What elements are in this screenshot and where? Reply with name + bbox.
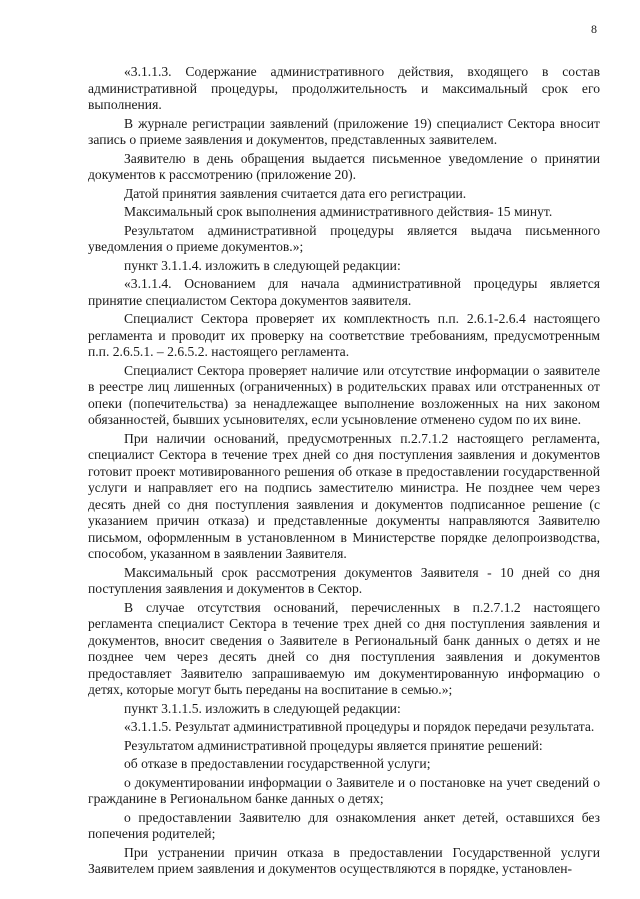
document-body (88, 64, 600, 880)
paragraph: При устранении причин отказа в предоставлении Государственной услуги Заявителем прием заявления и документов осуществляются в порядке, установлен- (88, 844, 600, 876)
paragraph: Специалист Сектора проверяет наличие или отсутствие информации о заявителе в реестре лиц лишенных (ограниченных) в родительских правах или отстраненных от опеки (попечительства) за ненадлежащее выполнение возложенных на них законом обязанностей, бывших усыновителях, если усыновление отменено судом по их вине. (88, 362, 600, 427)
paragraph: При наличии оснований, предусмотренных п.2.7.1.2 настоящего регламента, специалист Сектора в течение трех дней со дня поступления заявления и документов готовит проект мотивированного решения об отказе в предоставлении государственной услуги и направляет его на подпись заместителю министра. Не позднее чем через десять дней со дня поступления заявления и документов подписанное решение (с указанием причин отказа) и представленные документы направляются Заявителю письмом, оформленным в установленном в Министерстве порядке делопроизводства, способом, указанном в заявлении Заявителя. (88, 430, 600, 561)
paragraph: пункт 3.1.1.5. изложить в следующей редакции: (124, 700, 401, 716)
paragraph: пункт 3.1.1.4. изложить в следующей редакции: (124, 257, 401, 273)
paragraph: Результатом административной процедуры является принятие решений: (124, 737, 543, 753)
paragraph: Максимальный срок выполнения административного действия- 15 минут. (124, 204, 553, 219)
paragraph: Результатом административной процедуры является выдача письменного уведомления о приеме документов.»; (88, 222, 600, 254)
paragraph: Специалист Сектора проверяет их комплектность п.п. 2.6.1-2.6.4 настоящего регламента и проводит их проверку на соответствие требованиям, предусмотренным п.п. 2.6.5.1. – 2.6.5.2. настоящего регламента. (88, 311, 600, 359)
paragraph: о предоставлении Заявителю для ознакомления анкет детей, оставшихся без попечения родителей; (88, 809, 600, 841)
paragraph: В журнале регистрации заявлений (приложение 19) специалист Сектора вносит запись о приеме заявления и документов, представленных заявителем. (88, 115, 600, 147)
paragraph: Максимальный срок рассмотрения документов Заявителя - 10 дней со дня поступления заявления и документов в Сектор. (88, 564, 600, 596)
paragraph: Заявителю в день обращения выдается письменное уведомление о принятии документов к рассмотрению (приложение 20). (88, 150, 600, 182)
paragraph: об отказе в предоставлении государственной услуги; (124, 756, 431, 771)
paragraph: В случае отсутствия оснований, перечисленных в п.2.7.1.2 настоящего регламента специалист Сектора в течение трех дней со дня поступления заявления и документов, вносит сведения о Заявителе в Региональный банк данных о детях и не позднее чем через десять дней со дня поступления заявления и документов предоставляет Заявителю запрашиваемую им документированную информацию о детях, которые могут быть переданы на воспитание в семью.»; (88, 599, 600, 697)
paragraph: «3.1.1.3. Содержание административного действия, входящего в состав административной процедуры, продолжительность и максимальный срок его выполнения. (88, 64, 600, 112)
page-number: 8 (591, 22, 597, 36)
paragraph: Датой принятия заявления считается дата его регистрации. (124, 185, 467, 201)
paragraph: о документировании информации о Заявителе и о постановке на учет сведений о гражданине в Региональном банке данных о детях; (88, 774, 600, 806)
paragraph: «3.1.1.5. Результат административной процедуры и порядок передачи результата. (124, 719, 595, 734)
paragraph: «3.1.1.4. Основанием для начала административной процедуры является принятие специалистом Сектора документов заявителя. (88, 276, 600, 308)
